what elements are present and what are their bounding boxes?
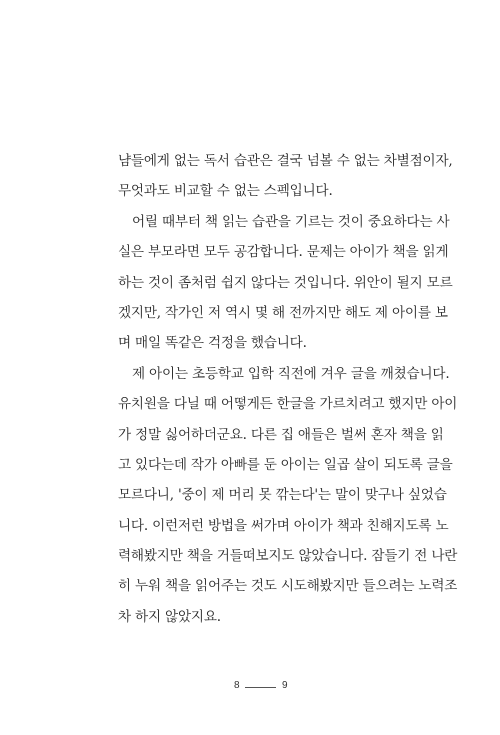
text-line: 모르다니, '중이 제 머리 못 깎는다'는 말이 맞구나 싶었습 [118,487,447,504]
paragraph-1 [118,146,453,207]
text-line: 히 누워 책을 읽어주는 것도 시도해봤지만 들으려는 노력조 [118,578,458,595]
text-line: 무엇과도 비교할 수 없는 스펙입니다. [118,183,333,200]
folio-divider [245,687,276,688]
page-number-right: 9 [282,680,288,691]
text-line: 고 있다는데 작가 아빠를 둔 아이는 일곱 살이 되도록 글을 [118,456,453,473]
text-line: 냠들에게 없는 독서 습관은 결국 넘볼 수 없는 차별점이자, [118,153,453,169]
text-line: 력해봤지만 책을 거들떠보지도 않았습니다. 잠들기 전 나란 [118,548,458,565]
text-line: 유치원을 다닐 때 어떻게든 한글을 가르치려고 했지만 아이 [118,396,458,413]
text-line: 가 정말 싫어하더군요. 다른 집 애들은 벌써 혼자 책을 읽 [118,426,444,443]
text-line: 차 하지 않았지요. [118,608,221,625]
text-line: 제 아이는 초등학교 입학 직전에 겨우 글을 깨쳤습니다. [132,365,450,382]
page-number-left: 8 [234,680,240,691]
text-line: 겠지만, 작가인 저 역시 몇 해 전까지만 해도 제 아이를 보 [118,304,448,321]
text-line: 하는 것이 좀처럼 쉽지 않다는 것입니다. 위안이 될지 모르 [118,274,453,291]
paragraph-2 [118,207,453,359]
text-line: 니다. 이런저런 방법을 써가며 아이가 책과 친해지도록 노 [118,517,449,534]
body-text [118,146,458,632]
page-folio [0,680,500,694]
paragraph-3 [118,359,458,633]
text-line: 실은 부모라면 모두 공감합니다. 문제는 아이가 책을 읽게 [118,244,449,261]
text-line: 며 매일 똑같은 걱정을 했습니다. [118,335,307,352]
text-line: 어릴 때부터 책 읽는 습관을 기르는 것이 중요하다는 사 [132,213,450,230]
